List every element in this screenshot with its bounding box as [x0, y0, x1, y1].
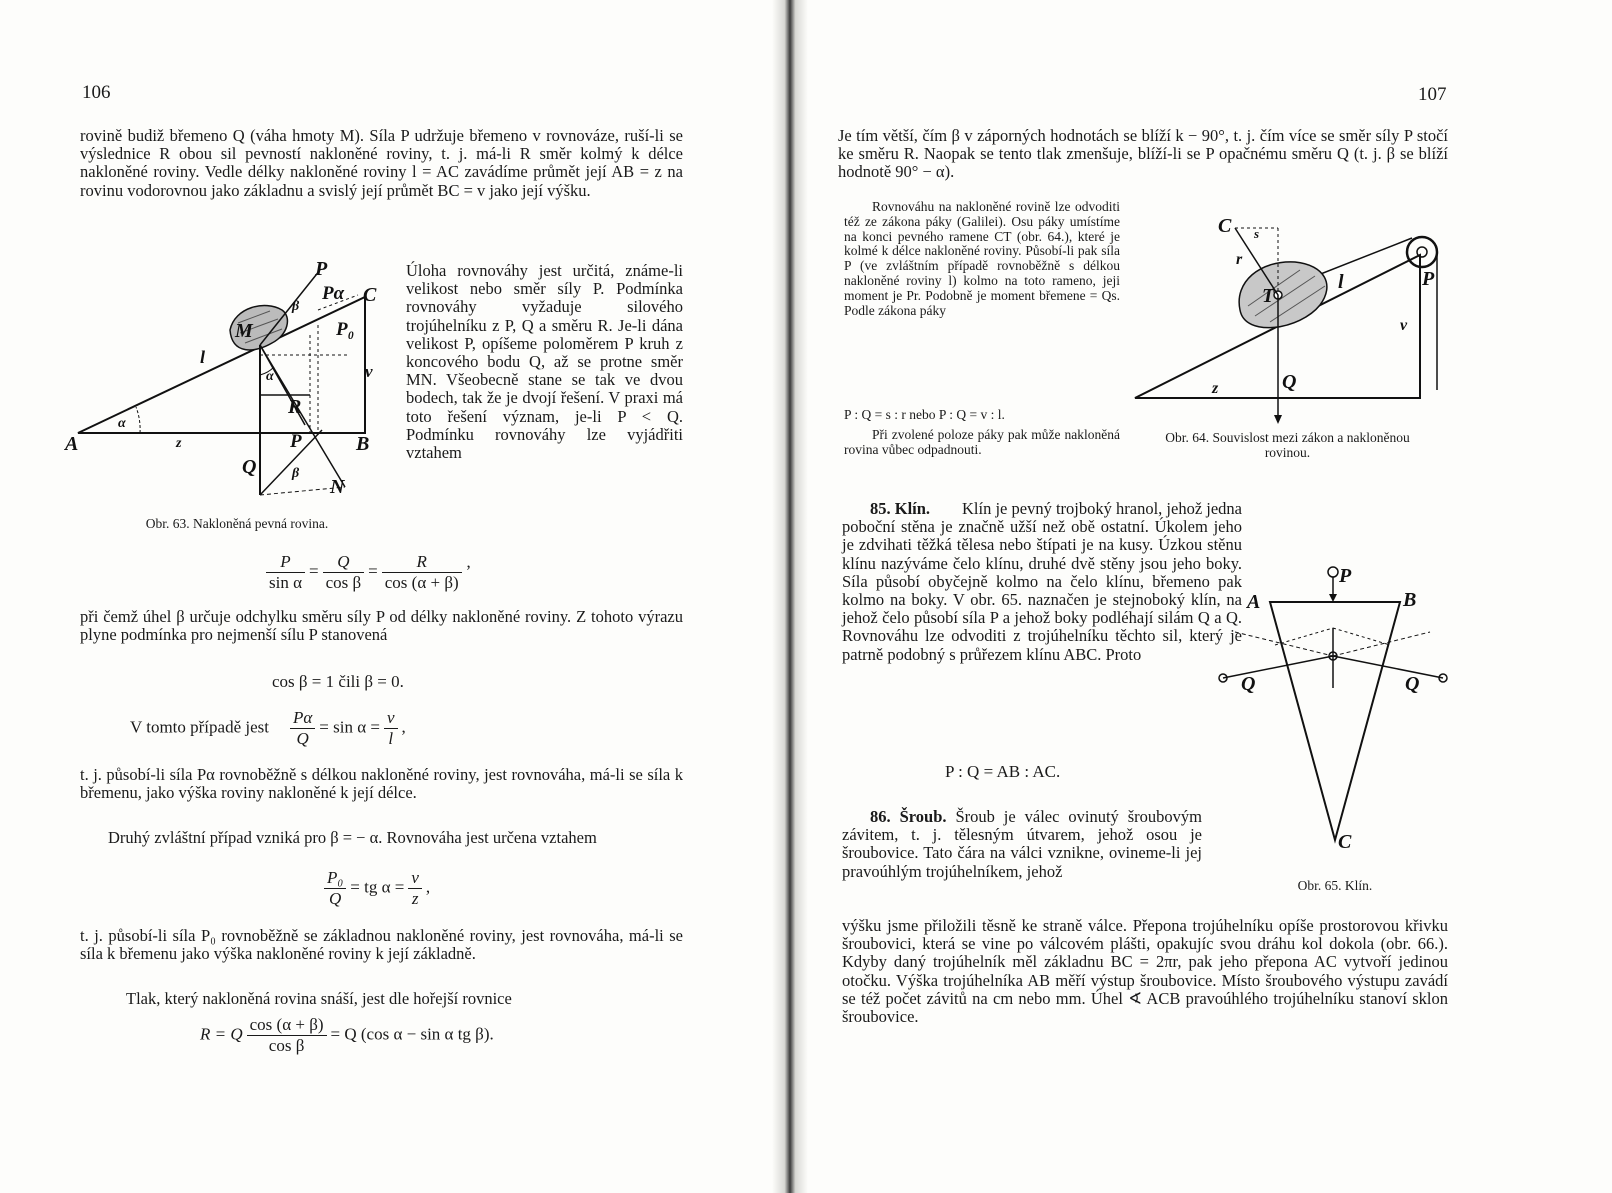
fig64-label-s: s	[1254, 226, 1260, 241]
fig64-label-q: Q	[1282, 371, 1297, 393]
fig65-label-q-left: Q	[1241, 673, 1256, 695]
figure-64-caption: Obr. 64. Souvislost mezi zákon a nakloněnou rovinou.	[1165, 430, 1410, 460]
fig65-wedge-triangle	[1270, 602, 1400, 840]
left-page	[0, 0, 790, 1193]
section-85-heading: 85. Klín.	[870, 499, 931, 518]
fig63-label-alpha1: α	[118, 416, 126, 431]
fig65-label-b: B	[1403, 589, 1417, 611]
page-number-left: 106	[82, 82, 111, 103]
fig63-label-beta1: β	[292, 299, 300, 314]
fig63-label-alpha2: α	[266, 369, 274, 384]
fig65-label-p: P	[1339, 565, 1352, 587]
fig63-label-p: P	[315, 258, 328, 280]
lever-equation: P : Q = s : r nebo P : Q = v : l.	[844, 407, 1005, 422]
fig64-label-t: T	[1262, 285, 1275, 307]
fig63-label-z: z	[176, 436, 182, 451]
fig65-label-q-right: Q	[1405, 673, 1420, 695]
fig63-label-m: M	[235, 320, 253, 342]
fig65-label-a: A	[1247, 591, 1261, 613]
right-intro-paragraph: Je tím větší, čím β v záporných hodnotách se blíží k − 90°, t. j. čím více se směr síly P stočí ke směru R. Naopak se tento tlak zmenšuje, blíží-li se P opačnému směru Q (t. j. β se blíží hodnotě 90° − α).	[838, 126, 1448, 182]
fig63-label-pr: P	[290, 431, 302, 452]
fig63-plane-triangle	[78, 297, 365, 433]
left-paragraph-6: Tlak, který nakloněná rovina snáší, jest dle hořejší rovnice	[126, 989, 512, 1008]
left-intro-paragraph: rovině budiž břemeno Q (váha hmoty M). Síla P udržuje břemeno v rovnováze, ruší-li se výslednice R obou sil pevností nakloněné roviny, t. j. má-li R směr kolmý k délce nakloněné roviny. Vedle délky nakloněné roviny l = AC zavádíme průmět její AB = z na rovinu vodorovnou jako základnu a svislý její průmět BC = v jako její výšku.	[80, 126, 683, 200]
left-paragraph-5: t. j. působí-li síla P₀ rovnoběžně se základnou nakloněné roviny, jest rovnováha, má-li se síla k břemenu jako výška nakloněné roviny k její základně.	[80, 926, 683, 964]
page-number-right: 107	[1418, 84, 1447, 105]
equation-2: cos β = 1 čili β = 0.	[272, 672, 404, 691]
fig64-label-v: v	[1400, 317, 1408, 334]
section-86-paragraph: 86. Šroub. Šroub je válec ovinutý šroubovým závitem, t. j. tělesným útvarem, jehož osou je šroubovice. Tato čára na válci vznikne, ovineme-li jej pravoúhlým trojúhelníkem, jehož	[842, 807, 1202, 881]
equation-1: $\frac{P}{\text{sin α}}$ = $\frac{Q}{\text{cos β}}$ = $\frac{R}{\cos (\alpha + \beta)}$ ’	[262, 552, 471, 593]
left-side-paragraph: Úloha rovnováhy jest určitá, známe-li velikost nebo směr síly P. Podmínka rovnováhy vyžaduje silového trojúhelníku z P, Q a směru R. Je-li dána velikost P, opíšeme poloměrem P kruh z koncového bodu Q, až se protne směr MN. Všeobecně stane se tak ve dvou bodech, tak že je dvojí řešení. V praxi má toto řešení význam, je-li P < Q. Podmínku rovnováhy lze vyjádřiti vztahem	[406, 261, 683, 463]
left-paragraph-2: při čemž úhel β určuje odchylku směru síly P od délky nakloněné roviny. Z tohoto výrazu plyne podmínka pro nejmenší sílu P stanovená	[80, 607, 683, 645]
equation-4: $\frac{\text{P₀}}{Q}$ = tg α = $\frac{v}{z}$ ,	[320, 868, 430, 909]
equation-3: V tomto případě jest $\frac{P\alpha}{Q}$ = sin α = $\frac{v}{l}$ ,	[130, 708, 406, 748]
section-86-paragraph-2: výšku jsme přiložili těsně ke straně válce. Přepona trojúhelníku opíše prostorovou křivku šroubovici, která se vine po válcovém plášti, opakujíc svou dráhu kol dokola (obr. 66.). Kdyby daný trojúhelník měl základnu BC = 2πr, pak jeho přepona AC vytvoří jedinou otočku. Výška trojúhelníka AB měří výstup šroubovice. Místo šroubového výstupu zavádí se též počet závitů na cm nebo mm. Úhel ∢ ACB pravoúhlého trojúhelníku stanoví sklon šroubovice.	[842, 916, 1448, 1027]
right-page	[790, 0, 1612, 1193]
figure-63-caption: Obr. 63. Nakloněná pevná rovina.	[145, 516, 329, 531]
fig63-label-p0: P₀	[336, 319, 355, 340]
fig64-label-r: r	[1236, 251, 1243, 268]
fig63-label-v: v	[365, 362, 373, 381]
section-86-heading: 86. Šroub.	[870, 807, 947, 826]
right-lever-paragraph-2: Při zvolené poloze páky pak může nakloněná rovina vůbec odpadnouti.	[844, 427, 1120, 457]
fig64-label-z: z	[1212, 380, 1219, 397]
fig63-label-c: C	[363, 284, 377, 306]
fig63-label-n: N	[330, 476, 345, 498]
fig63-label-r: R	[288, 396, 302, 418]
fig63-label-b: B	[356, 433, 370, 455]
left-paragraph-3: t. j. působí-li síla Pα rovnoběžně s délkou nakloněné roviny, jest rovnováha, má-li se síla k břemenu, jako výška roviny nakloněné k její délce.	[80, 765, 683, 803]
left-paragraph-4: Druhý zvláštní případ vzniká pro β = − α. Rovnováha jest určena vztahem	[108, 828, 597, 847]
fig64-pulley	[1407, 237, 1437, 267]
figure-64-lever-plane	[1130, 210, 1450, 425]
figure-65-caption: Obr. 65. Klín.	[1297, 878, 1373, 893]
fig64-mass-blob	[1239, 262, 1327, 328]
figure-65-wedge	[1215, 560, 1445, 853]
fig65-label-c: C	[1338, 831, 1352, 853]
fig63-label-beta2: β	[292, 466, 300, 481]
fig63-label-l: l	[200, 347, 206, 367]
fig64-label-p: P	[1422, 268, 1435, 290]
fig63-label-a: A	[65, 433, 79, 455]
right-lever-paragraph: Rovnováhu na nakloněné rovině lze odvoditi též ze zákona páky (Galilei). Osu páky umístíme na konci pevného ramene CT (obr. 64.), které je kolmé k délce nakloněné roviny. Působí-li pak síla P (ve zvláštním případě rovnoběžně s délkou nakloněné roviny l) kolmo na toto rameno, jeji moment je Pr. Podobně je moment břemene = Qs. Podle zákona páky	[844, 199, 1120, 318]
equation-5: R = Q $\frac{\cos (\alpha + \beta)}{\text{cos β}}$ = Q (cos α − sin α tg β).	[200, 1015, 494, 1055]
fig64-label-l: l	[1338, 271, 1344, 293]
section-85-paragraph: Klín je pevný trojboký hranol, jehož jedna poboční stěna je značně užší než obě ostatní. Úkolem jeho je zdvihati těžká tělesa nebo štípati je na kusy. Úzkou stěnu klínu nazýváme čelo klínu, druhé dvě stěny jsou jeho boky. Síla působí obyčejně kolmo na čelo klínu, břemeno pak kolmo na boky. V obr. 65. naznačen je stejnoboký klín, na jehož čelo působí síla P a jehož boky podléhají silám Q a Q. Rovnováhu lze odvoditi z trojúhelníku těchto sil, který je patrně podobný s průřezem klínu ABC. Proto	[842, 499, 1242, 664]
figure-63-inclined-plane	[60, 255, 390, 515]
section-85-equation: P : Q = AB : AC.	[945, 762, 1061, 781]
fig63-label-pa: Pα	[322, 283, 345, 304]
fig63-label-q: Q	[242, 456, 257, 478]
fig64-label-c: C	[1218, 215, 1232, 237]
